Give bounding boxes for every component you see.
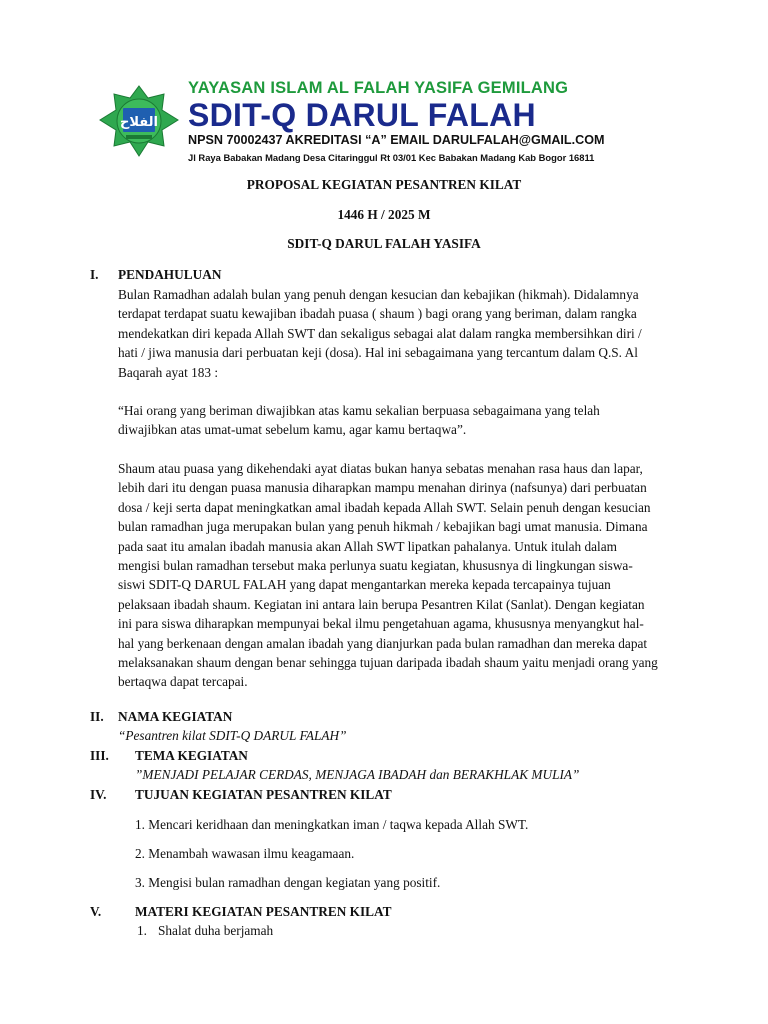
paragraph-line: siswi SDIT-Q DARUL FALAH yang dapat mengantarkan mereka kepada tercapainya tujuan [118,577,611,593]
paragraph-line: Shaum atau puasa yang dikehendaki ayat diatas bukan hanya sebatas menahan rasa haus dan lapar, [118,461,643,476]
document-year: 1446 H / 2025 M [337,207,431,222]
registration-line: NPSN 70002437 AKREDITASI “A” EMAIL DARULFALAH@GMAIL.COM [188,133,605,147]
quote-line: diwajibkan atas umat-umat sebelum kamu, agar kamu bertaqwa”. [118,422,467,438]
paragraph-line: terdapat terdapat suatu kewajiban ibadah puasa ( shaum ) bagi orang yang beriman, dalam rangka [118,306,637,322]
paragraph-line: pada saat itu amalan ibadah manusia akan Allah SWT lipatkan pahalanya. Untuk itulah dalam [118,538,617,554]
section-1-number: I. [90,267,99,282]
intro-paragraph-1 [118,285,688,382]
goal-item: 2. Menambah wawasan ilmu keagamaan. [135,846,355,861]
school-name: SDIT-Q DARUL FALAH [188,97,536,133]
goal-item: 1. Mencari keridhaan dan meningkatkan iman / taqwa kepada Allah SWT. [135,817,529,832]
paragraph-line: bertaqwa dapat tercapai. [118,674,248,690]
paragraph-line: mengisi bulan ramadhan tersebut maka perlunya suatu kegiatan, khususnya di lingkungan siswa- [118,558,633,574]
paragraph-line: lebih dari itu dengan puasa manusia diharapkan mampu menahan dirinya (nafsunya) dari perbuatan [118,480,647,496]
theme-part: dan [429,767,450,782]
paragraph-line: pelaksaan ibadah shaum. Kegiatan ini antara lain berupa Pesantren Kilat (Sanlat). Dengan kegiatan [118,596,645,612]
material-item-text: Shalat duha berjamah [158,923,274,938]
section-4-number: IV. [90,787,107,802]
document-school: SDIT-Q DARUL FALAH YASIFA [287,236,481,251]
section-3-number: III. [90,748,109,763]
goal-item: 3. Mengisi bulan ramadhan dengan kegiatan yang positif. [135,875,441,890]
section-2-heading: NAMA KEGIATAN [118,709,233,724]
paragraph-line: mendekatkan diri kepada Allah SWT dan sekaligus sebagai alat dalam rangka membersihkan diri / [118,325,642,341]
paragraph-line: Bulan Ramadhan adalah bulan yang penuh dengan kesucian dan kebajikan (hikmah). Didalamnya [118,287,639,302]
school-logo-icon [96,84,182,160]
svg-text:ﺍﻟﻔﻼﺡ: ﺍﻟﻔﻼﺡ [120,115,158,130]
section-5-number: V. [90,904,102,919]
quote-line: “Hai orang yang beriman diwajibkan atas kamu sekalian berpuasa sebagaimana yang telah [118,403,600,418]
section-3-heading: TEMA KEGIATAN [135,748,248,763]
section-4-heading: TUJUAN KEGIATAN PESANTREN KILAT [135,787,392,802]
paragraph-line: melaksanakan shaum dengan benar sehingga tujuan daripada ibadah shaum yaitu menjadi orang yang [118,655,658,671]
activity-name: “Pesantren kilat SDIT-Q DARUL FALAH” [118,728,347,743]
foundation-name: YAYASAN ISLAM AL FALAH YASIFA GEMILANG [188,79,569,97]
document-title: PROPOSAL KEGIATAN PESANTREN KILAT [246,177,522,192]
activity-theme [135,765,579,784]
theme-part: ”MENJADI PELAJAR CERDAS, MENJAGA IBADAH [135,767,430,782]
address-line: Jl Raya Babakan Madang Desa Citaringgul Rt 03/01 Kec Babakan Madang Kab Bogor 16811 [188,152,595,163]
section-5-heading: MATERI KEGIATAN PESANTREN KILAT [135,904,392,919]
material-item-number: 1. [137,923,147,938]
intro-paragraph-2 [118,459,688,692]
letterhead-text [188,78,676,165]
paragraph-line: bulan ramadhan juga merupakan bulan yang penuh hikmah / kebajikan bagi umat manusia. Dimana [118,519,648,535]
paragraph-line: hal yang berkenaan dengan amalan ibadah yang dianjurkan pada bulan ramadhan dan mereka dapat [118,635,648,651]
theme-part: BERAKHLAK MULIA” [449,767,580,782]
section-1-heading: PENDAHULUAN [118,267,222,282]
paragraph-line: Baqarah ayat 183 : [118,364,219,380]
quran-quote [118,401,688,440]
paragraph-line: ini para siswa diharapkan mempunyai bekal ilmu pengetahuan agama, khususnya menyangkut hal- [118,616,644,632]
paragraph-line: dosa / keji serta dapat meningkatkan amal ibadah kepada Allah SWT. Selain penuh dengan kesucian [118,499,651,515]
paragraph-line: hati / jiwa manusia dari perbuatan keji (dosa). Hal ini sebagaimana yang tercantum dalam Q.S. Al [118,345,638,361]
letterhead [96,78,676,163]
section-2-number: II. [90,709,104,724]
